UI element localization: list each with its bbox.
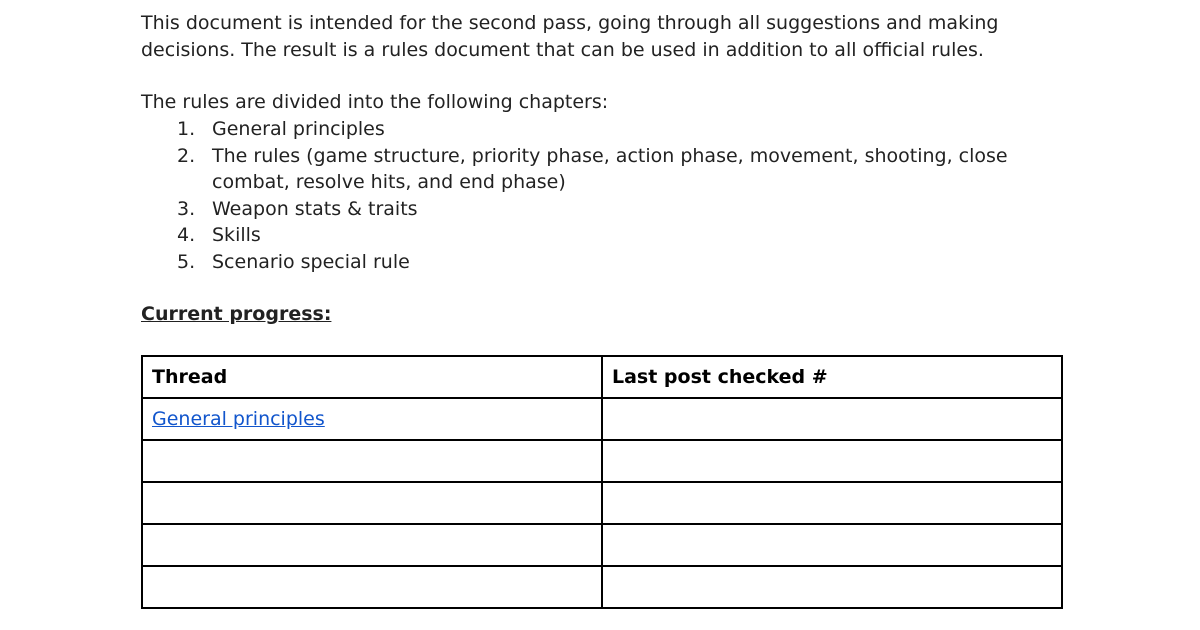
thread-cell xyxy=(142,524,602,566)
progress-table xyxy=(141,355,1063,609)
chapter-number: 2. xyxy=(177,144,196,167)
table-header-row xyxy=(142,356,1062,398)
last-post-cell xyxy=(602,398,1062,440)
chapter-item-skills xyxy=(141,222,1008,249)
chapter-item-weapon-stats xyxy=(141,196,1008,223)
chapter-number: 3. xyxy=(177,197,196,220)
chapters-intro: The rules are divided into the following chapters: xyxy=(141,91,609,113)
intro-paragraph xyxy=(141,10,998,63)
table-row xyxy=(142,440,1062,482)
thread-cell xyxy=(142,440,602,482)
chapter-item-scenario-special-rule xyxy=(141,249,1008,276)
intro-line-2: decisions. The result is a rules document that can be used in addition to all official rules. xyxy=(141,38,984,61)
table-row xyxy=(142,398,1062,440)
intro-line-1: This document is intended for the second pass, going through all suggestions and making xyxy=(141,12,999,34)
last-post-cell xyxy=(602,566,1062,608)
thread-link-general-principles[interactable]: General principles xyxy=(152,408,325,430)
table-row xyxy=(142,566,1062,608)
progress-heading: Current progress: xyxy=(141,303,332,325)
last-post-column-header: Last post checked # xyxy=(602,356,1062,398)
table-row xyxy=(142,524,1062,566)
chapter-label: The rules (game structure, priority phase, action phase, movement, shooting, close xyxy=(212,144,1008,167)
chapter-item-the-rules xyxy=(141,143,1008,196)
thread-cell xyxy=(142,398,602,440)
chapter-label: Skills xyxy=(212,224,261,246)
last-post-cell xyxy=(602,524,1062,566)
last-post-cell xyxy=(602,440,1062,482)
chapter-number: 1. xyxy=(177,118,196,140)
chapter-number: 4. xyxy=(177,224,196,246)
last-post-cell xyxy=(602,482,1062,524)
thread-column-header: Thread xyxy=(142,356,602,398)
chapter-label: General principles xyxy=(212,118,385,140)
chapter-item-general-principles xyxy=(141,116,1008,143)
chapter-label: Weapon stats & traits xyxy=(212,197,418,220)
chapter-label: Scenario special rule xyxy=(212,250,410,273)
chapter-label-continued: combat, resolve hits, and end phase) xyxy=(212,171,566,193)
thread-cell xyxy=(142,566,602,608)
table-row xyxy=(142,482,1062,524)
thread-cell xyxy=(142,482,602,524)
chapter-list xyxy=(141,116,1008,275)
chapter-number: 5. xyxy=(177,250,196,273)
